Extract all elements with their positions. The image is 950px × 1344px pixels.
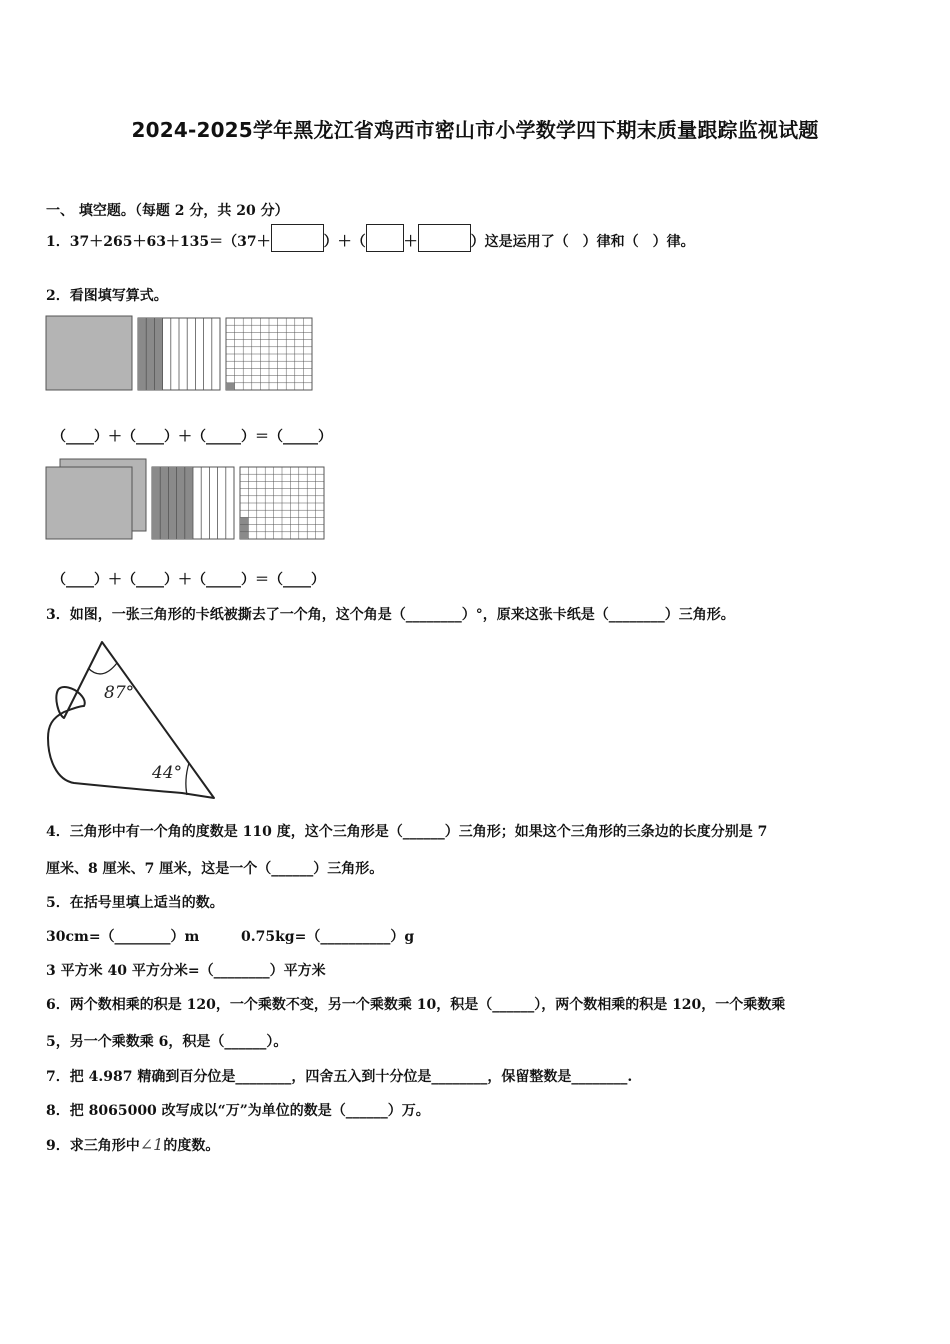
triangle-outline [48, 642, 214, 798]
q1-answer-box-3[interactable] [418, 224, 471, 252]
q2-row1-blanks[interactable]: （____）＋（____）＋（_____）＝（_____） [52, 429, 332, 445]
question-7: 7．把 4.987 精确到百分位是________，四舍五入到十分位是________，保留整数是________. [46, 1069, 633, 1085]
q2-figure-1 [44, 314, 316, 394]
q9-text-b: 的度数。 [163, 1138, 220, 1154]
question-4-line1: 4．三角形中有一个角的度数是 110 度，这个三角形是（______）三角形；如果这个三角形的三条边的长度分别是 7 [46, 824, 768, 840]
q1-answer-box-1[interactable] [271, 224, 324, 252]
q1-text-a: 1．37＋265＋63＋135＝（37＋ [46, 234, 271, 250]
q2-figure-2 [44, 457, 328, 543]
q1-answer-box-2[interactable] [366, 224, 404, 252]
question-5: 5．在括号里填上适当的数。 [46, 895, 224, 911]
full-square [46, 316, 132, 390]
q1-text-d: ）这是运用了（ ）律和（ ）律。 [470, 234, 695, 250]
q1-text-b: ）＋（ [323, 234, 366, 250]
q5-area-conversion[interactable]: 3 平方米 40 平方分米=（________）平方米 [46, 963, 326, 979]
section-heading: 一、 填空题。（每题 2 分，共 20 分） [46, 203, 289, 219]
angle-label-87: 87° [104, 683, 135, 703]
q2-row2-blanks[interactable]: （____）＋（____）＋（_____）＝（____） [52, 572, 325, 588]
tenths-strip [152, 467, 234, 539]
angle-arc-bottom [186, 763, 189, 795]
question-9 [46, 1135, 219, 1156]
two-full-squares [46, 459, 146, 539]
tenths-strip [138, 318, 220, 390]
angle-label-44: 44° [152, 763, 183, 783]
question-1 [46, 224, 695, 252]
q9-text-a: 9．求三角形中 [46, 1138, 140, 1154]
question-2: 2．看图填写算式。 [46, 288, 168, 304]
q1-text-c: ＋ [403, 234, 418, 250]
angle-symbol: ∠1 [139, 1135, 164, 1154]
hundredths-grid [226, 318, 312, 390]
hundredths-grid [240, 467, 324, 539]
question-6-line2: 5，另一个乘数乘 6，积是（______）。 [46, 1034, 288, 1050]
q5-kg-to-g[interactable]: 0.75kg=（__________）g [241, 929, 415, 945]
q3-torn-triangle [44, 638, 219, 803]
question-4-line2: 厘米、8 厘米、7 厘米，这是一个（______）三角形。 [46, 861, 384, 877]
angle-arc-top [88, 663, 117, 674]
q5-cm-to-m[interactable]: 30cm=（________）m [46, 929, 200, 945]
question-8: 8．把 8065000 改写成以“万”为单位的数是（______）万。 [46, 1103, 430, 1119]
page-title: 2024-2025学年黑龙江省鸡西市密山市小学数学四下期末质量跟踪监视试题 [131, 118, 819, 142]
question-3: 3．如图，一张三角形的卡纸被撕去了一个角，这个角是（________）°，原来这张卡纸是（________）三角形。 [46, 607, 735, 623]
question-6-line1: 6．两个数相乘的积是 120，一个乘数不变，另一个乘数乘 10，积是（______），两个数相乘的积是 120，一个乘数乘 [46, 997, 786, 1013]
